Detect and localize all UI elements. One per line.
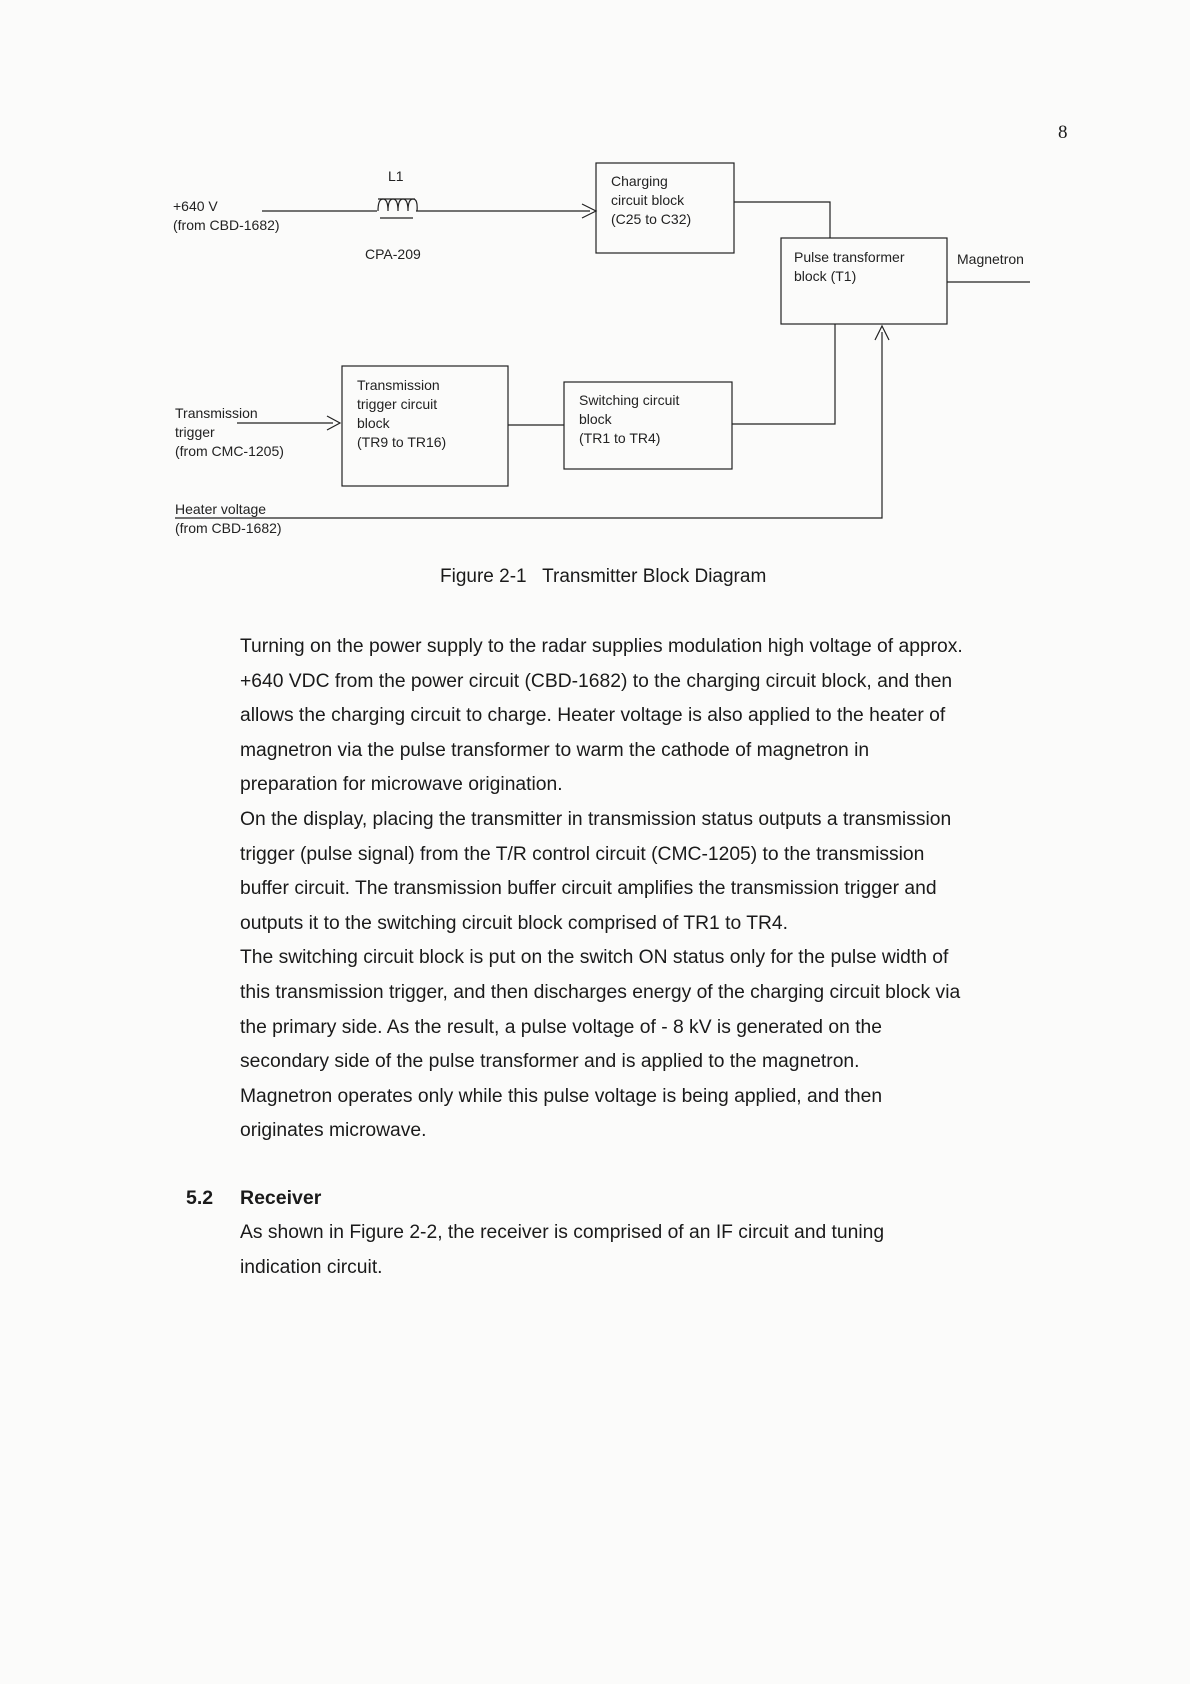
body-line: the primary side. As the result, a pulse voltage of - 8 kV is generated on the [240,1016,882,1038]
charging-line1: Charging [611,173,668,189]
charging-line3: (C25 to C32) [611,211,692,227]
body-line: buffer circuit. The transmission buffer circuit amplifies the transmission trigger and [240,878,937,900]
section-line: As shown in Figure 2-2, the receiver is comprised of an IF circuit and tuning [240,1222,885,1243]
switching-line1: Switching circuit [579,392,680,408]
body-line: preparation for microwave origination. [240,774,563,796]
switching-line3: (TR1 to TR4) [579,430,661,446]
body-line: this transmission trigger, and then discharges energy of the charging circuit block via [240,981,961,1003]
trigger-block-line3: block [357,415,390,431]
body-line: On the display, placing the transmitter in transmission status outputs a transmission [240,808,952,830]
switching-line2: block [579,411,612,427]
figure-caption: Figure 2-1 Transmitter Block Diagram [440,566,767,587]
heater-line2: (from CBD-1682) [175,520,282,536]
wire-switching-to-pulse [732,324,835,424]
page-number: 8 [1058,122,1068,143]
body-line: outputs it to the switching circuit block comprised of TR1 to TR4. [240,912,788,934]
pulse-line1: Pulse transformer [794,249,905,265]
body-line: allows the charging circuit to charge. Heater voltage is also applied to the heater of [240,705,946,727]
body-paragraphs [240,630,1100,1149]
body-line: trigger (pulse signal) from the T/R control circuit (CMC-1205) to the transmission [240,843,925,865]
section-body [240,1216,1100,1285]
body-line: Turning on the power supply to the radar supplies modulation high voltage of approx. [240,636,963,657]
inductor-part: CPA-209 [365,246,421,262]
inductor-name: L1 [388,168,404,184]
body-line: The switching circuit block is put on the switch ON status only for the pulse width of [240,947,949,969]
trigger-block-line4: (TR9 to TR16) [357,434,447,450]
body-line: originates microwave. [240,1120,427,1142]
trigger-block-line1: Transmission [357,377,440,393]
magnetron-label: Magnetron [957,251,1024,267]
trigger-input-line3: (from CMC-1205) [175,443,284,459]
section-title: Receiver [240,1187,322,1209]
body-line: magnetron via the pulse transformer to warm the cathode of magnetron in [240,739,870,761]
body-line: +640 VDC from the power circuit (CBD-1682) to the charging circuit block, and then [240,670,953,692]
pulse-line2: block (T1) [794,268,857,284]
section-line: indication circuit. [240,1256,383,1278]
trigger-input-line2: trigger [175,424,215,440]
heater-line1: Heater voltage [175,501,267,517]
body-line: secondary side of the pulse transformer and is applied to the magnetron. [240,1051,860,1073]
trigger-block-line2: trigger circuit [357,396,438,412]
section-number: 5.2 [186,1187,214,1209]
charging-line2: circuit block [611,192,685,208]
input-640-line2: (from CBD-1682) [173,217,280,233]
input-640-line1: +640 V [173,198,218,214]
section-heading [186,1187,321,1210]
trigger-input-line1: Transmission [175,405,258,421]
wire-charging-to-pulse [734,202,830,238]
body-line: Magnetron operates only while this pulse voltage is being applied, and then [240,1085,883,1107]
transmitter-block-diagram [0,0,1190,560]
inductor-l1-symbol [378,199,417,218]
